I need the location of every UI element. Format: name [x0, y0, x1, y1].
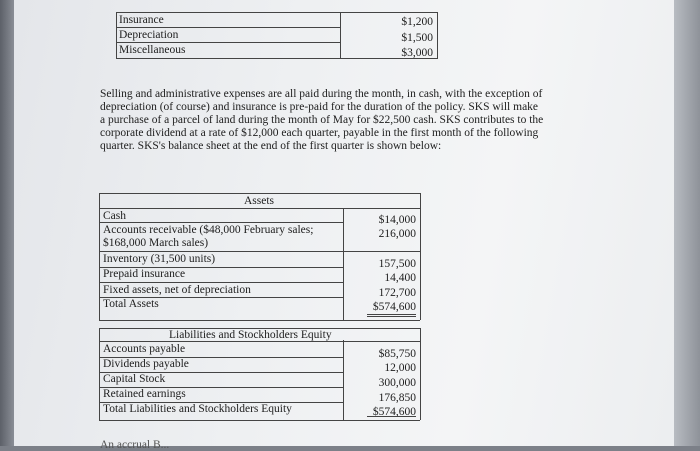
right-shadow: [674, 0, 700, 446]
expense-value: $3,000: [401, 47, 433, 59]
expense-label: Miscellaneous: [119, 44, 186, 56]
liability-label: Capital Stock: [103, 373, 166, 385]
asset-value: 216,000: [378, 228, 416, 240]
asset-label: Inventory (31,500 units): [103, 253, 216, 265]
asset-value: 14,400: [384, 272, 416, 284]
liabilities-header: Liabilities and Stockholders Equity: [169, 329, 332, 341]
liability-label: Dividends payable: [103, 358, 189, 370]
liability-label: Accounts payable: [103, 343, 186, 355]
asset-label: Total Assets: [103, 298, 159, 310]
asset-value: 157,500: [378, 258, 416, 270]
liability-value: $574,600: [372, 406, 416, 418]
asset-label: Fixed assets, net of depreciation: [103, 284, 251, 296]
expense-label: Depreciation: [119, 29, 179, 41]
asset-label: Prepaid insurance: [103, 268, 186, 280]
asset-label: Cash: [103, 210, 126, 222]
expense-value: $1,200: [401, 16, 433, 28]
description-paragraph: Selling and administrative expenses are all paid during the month, in cash, with the exception of depreciation (of course) and insurance is pre-paid for the duration of the policy. SKS will make a purchase of a parcel of land during the month of May for $22,500 cash. SKS contributes to the corporate dividend at a rate of $12,000 each quarter, payable in the first month of the following quarter. SKS's balance sheet at the end of the first quarter is shown below:: [100, 88, 544, 152]
asset-value: $14,000: [378, 214, 416, 226]
asset-label-cont: $168,000 March sales): [103, 237, 209, 249]
expense-value: $1,500: [401, 32, 433, 44]
liability-label: Retained earnings: [103, 388, 186, 400]
liability-label: Total Liabilities and Stockholders Equity: [103, 403, 292, 415]
asset-label: Accounts receivable ($48,000 February sales;: [103, 224, 314, 236]
footer-partial-text: An accrual B...: [100, 439, 170, 451]
liability-value: 176,850: [378, 392, 416, 404]
expense-label: Insurance: [119, 14, 164, 26]
liability-value: 300,000: [378, 377, 416, 389]
asset-value: $574,600: [372, 301, 416, 313]
liability-value: $85,750: [378, 348, 416, 360]
liability-value: 12,000: [384, 362, 416, 374]
left-shadow: [0, 0, 14, 446]
assets-header: Assets: [244, 195, 275, 207]
asset-value: 172,700: [378, 287, 416, 299]
